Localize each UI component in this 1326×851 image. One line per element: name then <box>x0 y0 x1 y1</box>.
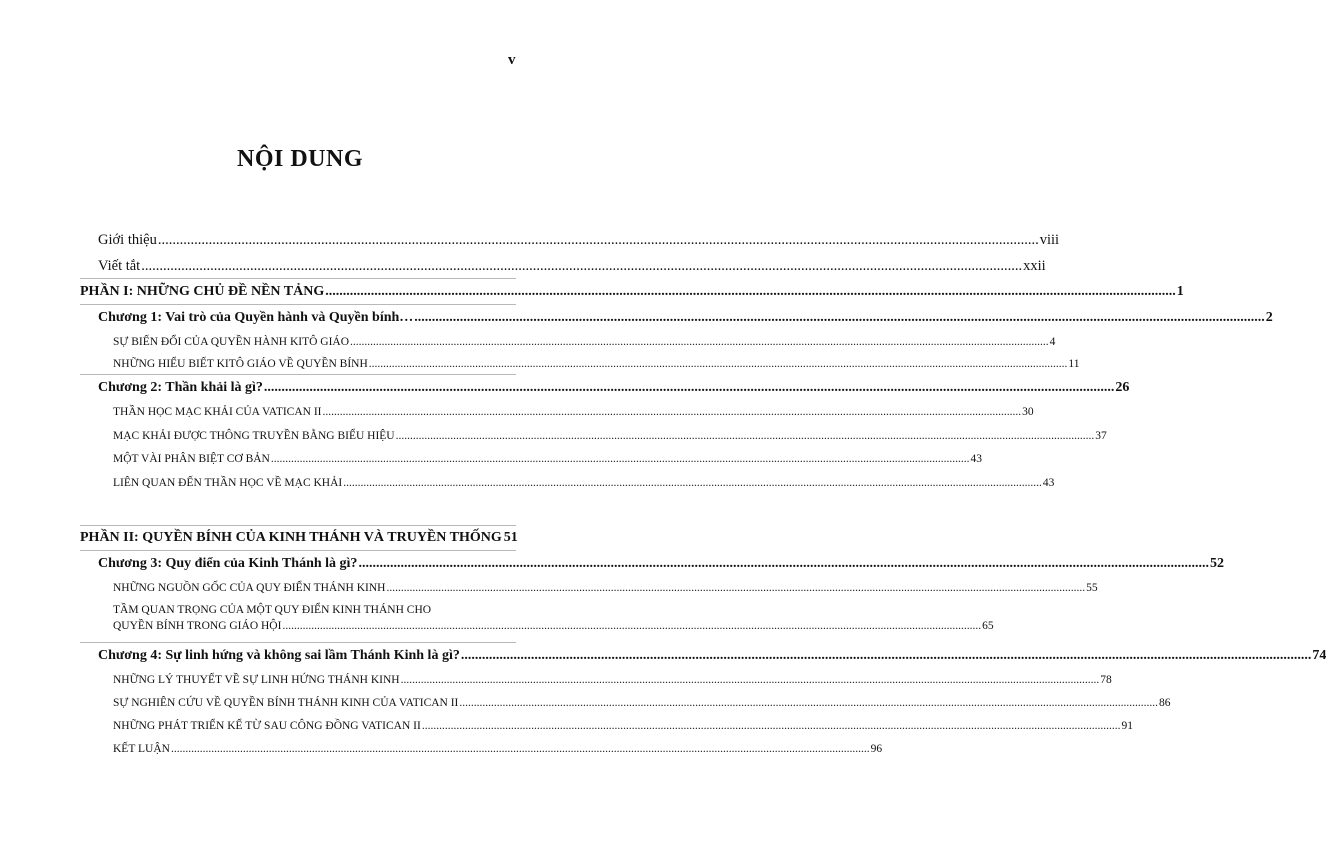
toc-entry-chapter-2[interactable] <box>98 380 1130 396</box>
toc-page: 91 <box>1121 720 1133 732</box>
toc-entry-section[interactable] <box>113 743 883 755</box>
toc-entry-section[interactable] <box>113 477 1055 489</box>
toc-page: 26 <box>1115 380 1130 395</box>
leader-dots <box>369 358 1068 370</box>
leader-dots <box>325 284 1176 300</box>
toc-page: viii <box>1039 232 1060 248</box>
toc-page: 55 <box>1086 582 1098 594</box>
toc-page: 65 <box>982 620 994 632</box>
toc-label: THẦN HỌC MẠC KHẢI CỦA VATICAN II <box>113 406 322 418</box>
toc-entry-chapter-3[interactable] <box>98 556 1224 572</box>
toc-page: 1 <box>1176 284 1184 299</box>
toc-label: PHẦN I: NHỮNG CHỦ ĐỀ NỀN TẢNG <box>80 284 325 299</box>
toc-label: TẦM QUAN TRỌNG CỦA MỘT QUY ĐIỂN KINH THÁNH CHO <box>113 604 432 616</box>
separator <box>80 550 516 551</box>
toc-label: MẠC KHẢI ĐƯỢC THÔNG TRUYỀN BẰNG BIỂU HIỆU <box>113 430 395 442</box>
toc-label: Chương 3: Quy điển của Kinh Thánh là gì? <box>98 556 358 571</box>
toc-page: 30 <box>1022 406 1034 418</box>
toc-page: 43 <box>970 453 982 465</box>
leader-dots <box>264 380 1115 396</box>
leader-dots <box>459 697 1158 709</box>
toc-label: Chương 4: Sự linh hứng và không sai lầm Thánh Kinh là gì? <box>98 648 460 663</box>
toc-label: Chương 2: Thần khải là gì? <box>98 380 263 395</box>
toc-label: SỰ NGHIÊN CỨU VỀ QUYỀN BÍNH THÁNH KINH CỦA VATICAN II <box>113 697 459 709</box>
leader-dots <box>271 453 970 465</box>
toc-page: 4 <box>1049 336 1056 348</box>
toc-page: 43 <box>1042 477 1055 489</box>
leader-dots <box>343 477 1042 489</box>
toc-label: NHỮNG LÝ THUYẾT VỀ SỰ LINH HỨNG THÁNH KINH <box>113 674 400 686</box>
toc-page: 78 <box>1100 674 1112 686</box>
leader-dots <box>171 743 870 755</box>
toc-label: NHỮNG PHÁT TRIỂN KỂ TỪ SAU CÔNG ĐỒNG VATICAN II <box>113 720 421 732</box>
toc-page: 2 <box>1265 310 1273 325</box>
toc-label: MỘT VÀI PHÂN BIỆT CƠ BẢN <box>113 453 270 465</box>
toc-label: Viết tắt <box>98 258 141 274</box>
toc-label: SỰ BIẾN ĐỔI CỦA QUYỀN HÀNH KITÔ GIÁO <box>113 336 350 348</box>
toc-label: LIÊN QUAN ĐẾN THẦN HỌC VỀ MẠC KHẢI <box>113 477 343 489</box>
toc-entry-section[interactable] <box>113 336 1056 348</box>
toc-entry-section[interactable] <box>113 358 1080 370</box>
toc-page: 52 <box>1209 556 1224 571</box>
toc-entry-section[interactable] <box>113 582 1098 594</box>
toc-page: 37 <box>1095 430 1107 442</box>
leader-dots <box>396 430 1095 442</box>
toc-label: QUYỀN BÍNH TRONG GIÁO HỘI <box>113 620 282 632</box>
toc-entry-section[interactable] <box>113 720 1133 732</box>
toc-entry-section[interactable] <box>113 430 1107 442</box>
toc-entry-chapter-4[interactable] <box>98 648 1326 664</box>
leader-dots <box>282 620 981 632</box>
toc-entry-abbrev[interactable] <box>98 258 1046 275</box>
toc-page: 86 <box>1159 697 1171 709</box>
toc-entry-section[interactable] <box>113 697 1171 709</box>
toc-entry-section-multiline[interactable] <box>113 604 994 632</box>
leader-dots <box>158 232 1039 249</box>
page-number: v <box>508 52 516 68</box>
leader-dots <box>401 674 1100 686</box>
toc-label: Chương 1: Vai trò của Quyền hành và Quyền bính… <box>98 310 414 325</box>
leader-dots <box>323 406 1022 418</box>
toc-entry-section[interactable] <box>113 674 1112 686</box>
page-title: NỘI DUNG <box>236 146 363 172</box>
toc-label: KẾT LUẬN <box>113 743 170 755</box>
toc-entry-section[interactable] <box>113 406 1034 418</box>
separator <box>80 525 516 526</box>
leader-dots <box>141 258 1022 275</box>
toc-label: PHẦN II: QUYỀN BÍNH CỦA KINH THÁNH VÀ TRUYỀN THỐNG <box>80 530 502 545</box>
toc-entry-chapter-1[interactable] <box>98 310 1273 326</box>
toc-page: 96 <box>870 743 883 755</box>
separator <box>80 374 516 375</box>
toc-entry-intro[interactable] <box>98 232 1060 249</box>
leader-dots <box>414 310 1265 326</box>
toc-page: xxii <box>1023 258 1046 274</box>
leader-dots <box>350 336 1049 348</box>
toc-entry-part-2[interactable] <box>80 530 516 546</box>
separator <box>80 642 516 643</box>
leader-dots <box>358 556 1209 572</box>
toc-entry-section[interactable] <box>113 453 982 465</box>
leader-dots <box>422 720 1121 732</box>
toc-page: 74 <box>1312 648 1326 663</box>
toc-label: NHỮNG HIỂU BIẾT KITÔ GIÁO VỀ QUYỀN BÍNH <box>113 358 368 370</box>
toc-label: Giới thiệu <box>98 232 157 248</box>
toc-label: NHỮNG NGUỒN GỐC CỦA QUY ĐIỂN THÁNH KINH <box>113 582 386 594</box>
separator <box>80 278 516 279</box>
leader-dots <box>386 582 1085 594</box>
leader-dots <box>461 648 1312 664</box>
separator <box>80 304 516 305</box>
toc-entry-part-1[interactable] <box>80 284 1184 300</box>
toc-page: 51 <box>503 530 518 545</box>
toc-page: 11 <box>1068 358 1080 370</box>
